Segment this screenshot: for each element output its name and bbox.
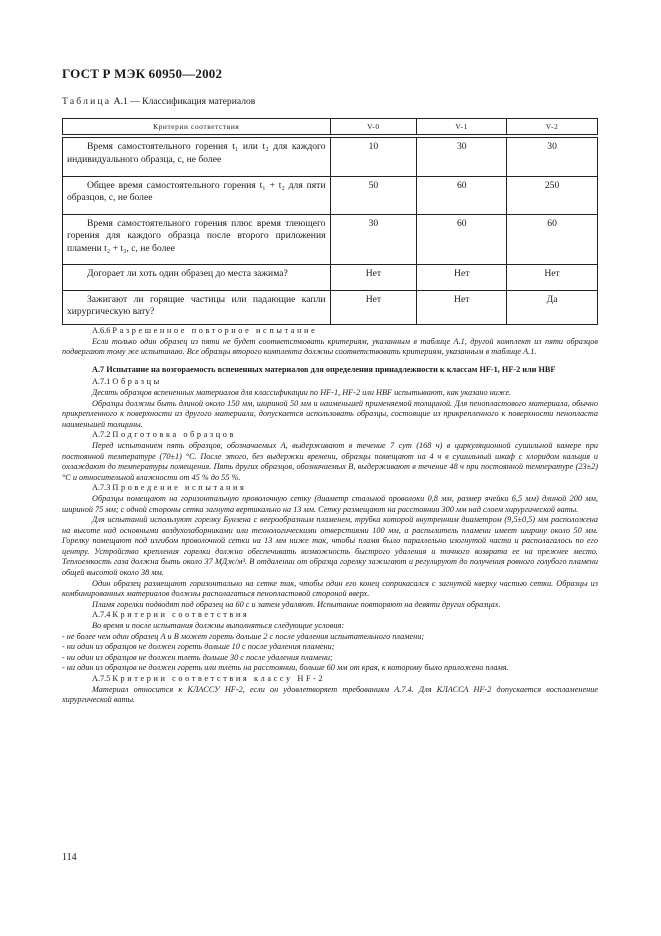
table-row xyxy=(63,176,598,214)
paragraph: Если только один образец из пяти не будет соответствовать критериям, указанным в таблице А.1, другой комплект из пяти образцов подвергают тому же испытанию. Все образцы второго комплекта должны соответствовать критериям, указанным в таблице А.1. xyxy=(62,336,598,357)
subsection-heading xyxy=(62,377,598,388)
subsection-number: А.6.6 xyxy=(92,326,111,335)
subsection-title: Критерии соответствия xyxy=(112,610,250,620)
paragraph: Во время и после испытания должны выполняться следующие условия: xyxy=(92,621,345,631)
table-row xyxy=(63,214,598,264)
paragraph: Образцы должны быть длиной около 150 мм, шириной 50 мм и наименьшей применяемой толщиной. Для пенопластового материала, обычно прикрепленного к поверхности из другого материала, допускается использовать образцы, состоящие из прикрепленного к поверхности пенопласта наименьшей толщины. xyxy=(62,398,598,429)
paragraph: Десять образцов вспененных материалов для классификации по HF-1, HF-2 или HBF испытывают, как указано ниже. xyxy=(92,387,512,397)
criterion-cell: Время самостоятельного горения t₁ или t₂ для каждого индивидуального образца, с, не более xyxy=(63,136,331,176)
subsection-title: Разрешенное повторное испытание xyxy=(112,326,318,335)
page-number: 114 xyxy=(62,852,77,863)
section-heading: А.7 Испытание на возгораемость вспененных материалов для определения принадлежности к классам HF-1, HF-2 или HBF xyxy=(92,364,556,374)
list-item: - не более чем один образец А и В может гореть дольше 2 с после удаления испытательного пламени; xyxy=(62,631,425,641)
value-cell-v1: Нет xyxy=(417,264,507,290)
table-header-row xyxy=(63,119,598,137)
body-text xyxy=(62,326,598,706)
table-caption xyxy=(62,96,255,107)
standard-header: ГОСТ Р МЭК 60950—2002 xyxy=(62,66,223,81)
value-cell-v2: 250 xyxy=(507,176,598,214)
value-cell-v2: 60 xyxy=(507,214,598,264)
criterion-cell: Догорает ли хоть один образец до места зажима? xyxy=(63,264,331,290)
subsection-title: Подготовка образцов xyxy=(112,430,236,440)
value-cell-v0: Нет xyxy=(330,290,417,324)
subsection-heading xyxy=(62,674,598,685)
subsection-heading xyxy=(62,326,598,337)
table-row xyxy=(63,264,598,290)
table-row xyxy=(63,136,598,176)
paragraph: Образцы помещают на горизонтальную проволочную сетку (диаметр стальной проволоки 0,8 мм, размер ячейки 6,5 мм) длиной 200 мм, шириной 75 мм; с одной стороны сетка загнута вертикально на 13 мм. Сетку размещают на расстоянии 300 мм над слоем хирургической ваты. xyxy=(62,493,598,514)
subsection-heading xyxy=(62,610,598,621)
value-cell-v0: 50 xyxy=(330,176,417,214)
subsection-heading xyxy=(62,430,598,441)
subsection-number: А.7.5 xyxy=(92,674,111,683)
header-v2: V-2 xyxy=(507,119,598,137)
criterion-cell: Время самостоятельного горения плюс время тлеющего горения для каждого образца после второго приложения пламени t₂ + t₃, с, не более xyxy=(63,214,331,264)
subsection-number: А.7.1 xyxy=(92,377,111,387)
header-criteria: Критерии соответствия xyxy=(63,119,331,137)
table-caption-title: А.1 — Классификация материалов xyxy=(113,96,256,107)
value-cell-v2: Нет xyxy=(507,264,598,290)
classification-table xyxy=(62,118,598,325)
criterion-cell: Общее время самостоятельного горения t₁ + t₂ для пяти образцов, с, не более xyxy=(63,176,331,214)
value-cell-v1: Нет xyxy=(417,290,507,324)
subsection-number: А.7.3 xyxy=(92,483,111,493)
value-cell-v0: 30 xyxy=(330,214,417,264)
list-item: - ни один из образцов не должен тлеть дольше 30 с после удаления пламени; xyxy=(62,652,333,662)
value-cell-v2: Да xyxy=(507,290,598,324)
paragraph: Перед испытанием пять образцов, обозначаемых А, выдерживают в течение 7 сут (168 ч) в циркуляционной сушильной камере при постоянной температуре (70±1) °С. После этого, без выдержки времени, образцы помещают на 4 ч в сушильный шкаф с хлоридом кальция и охлаждают до температуры помещения. Пять других образцов, обозначаемых В, выдерживают в течение 48 ч при постоянной температуре (23±2) °С и относительной влажности от 45 % до 55 %. xyxy=(62,440,598,482)
paragraph: Пламя горелки подводят под образец на 60 с и затем удаляют. Испытание повторяют на девяти других образцах. xyxy=(92,599,501,609)
table-row xyxy=(63,290,598,324)
header-v1: V-1 xyxy=(417,119,507,137)
subsection-heading xyxy=(62,483,598,494)
subsection-number: А.7.2 xyxy=(92,430,111,440)
value-cell-v1: 60 xyxy=(417,176,507,214)
table-caption-word: Таблица xyxy=(62,96,112,107)
value-cell-v0: Нет xyxy=(330,264,417,290)
value-cell-v1: 30 xyxy=(417,136,507,176)
subsection-title: Проведение испытания xyxy=(112,483,247,493)
paragraph: Один образец размещают горизонтально на сетке так, чтобы один его конец соприкасался с загнутой кверху частью сетки. Образцы из комбинированных материалов должны располагаться пенопластовой стороной вверх. xyxy=(62,578,598,599)
list-item: - ни один из образцов не должен гореть или тлеть на расстоянии, больше 60 мм от края, к которому было приложено пламя. xyxy=(62,663,509,673)
value-cell-v0: 10 xyxy=(330,136,417,176)
paragraph: Материал относится к КЛАССУ HF-2, если он удовлетворяет требованиям А.7.4. Для КЛАССА HF-2 допускается воспламенение хирургической ваты. xyxy=(62,684,598,705)
subsection-title: Критерии соответствия классу HF-2 xyxy=(112,674,326,683)
list-item: - ни один из образцов не должен гореть дольше 10 с после удаления пламени; xyxy=(62,642,335,652)
value-cell-v2: 30 xyxy=(507,136,598,176)
value-cell-v1: 60 xyxy=(417,214,507,264)
header-v0: V-0 xyxy=(330,119,417,137)
paragraph: Для испытаний используют горелку Бунзена с веерообразным пламенем, трубка которой внутренним диаметром (9,5±0,5) мм расположена на высоте над основными воздухозаборниками или технологическими отверстиями 100 мм, а распылитель пламени имеет ширину около 50 мм. Горелку помещают под изгибом проволочной сетки на 13 мм ниже так, чтобы пламя было параллельно изогнутой части и располагалось по его центру. Устройство крепления горелки должно обеспечивать возможность быстрого удаления и точного возврата ее на прежнее место. Теплоемкость газа должна быть около 37 МДж/м³. В отдалении от образца горелку зажигают и регулируют до получения ровного голубого пламени общей высотой около 38 мм. xyxy=(62,515,598,578)
subsection-title: Образцы xyxy=(112,377,162,387)
criterion-cell: Зажигают ли горящие частицы или падающие капли хирургическую вату? xyxy=(63,290,331,324)
subsection-number: А.7.4 xyxy=(92,610,111,620)
